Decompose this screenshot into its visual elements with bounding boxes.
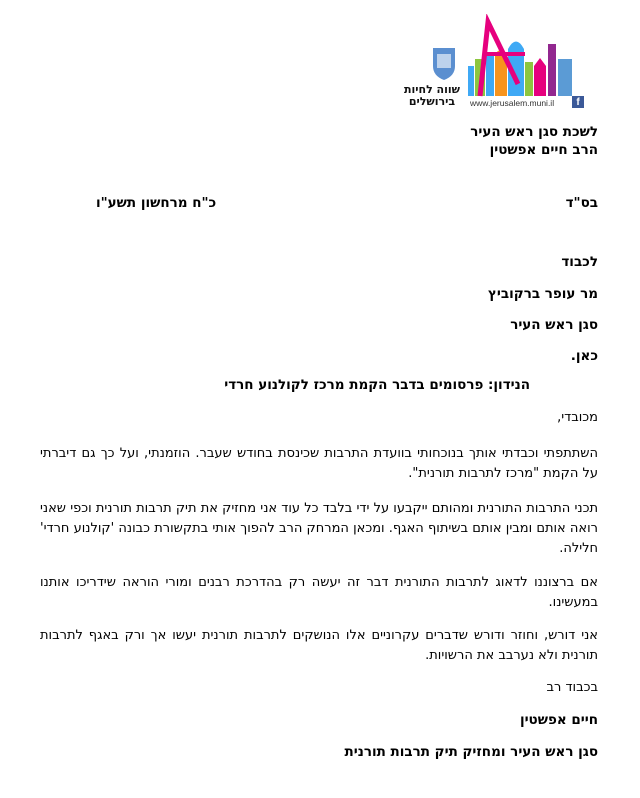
recipient-title: סגן ראש העיר: [510, 317, 598, 333]
letter-date: כ"ח מרחשון תשע"ו: [96, 195, 217, 211]
recipient-to: לכבוד: [561, 254, 598, 270]
facebook-icon[interactable]: f: [572, 96, 584, 108]
greeting: מכובדי,: [557, 410, 598, 425]
subject-line: הנידון: פרסומים בדבר הקמת מרכז לקולנוע חרדי: [224, 377, 530, 393]
paragraph-3: אם ברצוננו לדאוג לתרבות התורנית דבר זה יעשה רק בהדרכת רבנים ומורי הוראה שידריכו אותנו במעשינו.: [40, 575, 598, 610]
recipient-name: מר עופר ברקוביץ: [488, 286, 598, 302]
paragraph-1: השתתפתי וכבדתי אותך בנוכחותי בוועדת התרבות שכינסת בחודש שעבר. הוזמנתי, ועל כך גם דיברתי על הקמת "מרכז לתרבות תורנית".: [40, 446, 598, 481]
closing-name: חיים אפשטין: [519, 712, 598, 728]
letterhead-logo: [400, 14, 600, 114]
paragraph-4: אני דורש, וחוזר ודורש שדברים עקרוניים אלו הנושקים לתרבות תורנית יעשו אך ורק באגף לתרבות תורנית ולא נערבב את הרשויות.: [40, 628, 598, 663]
closing-title: סגן ראש העיר ומחזיק תיק תרבות תורנית: [344, 744, 598, 760]
bsd-mark: בס"ד: [565, 195, 598, 211]
paragraph-2: תכני התרבות התורנית ומהותם ייקבעו על ידי בלבד כל עוד אני מחזיק את תיק תרבות תורנית וכפי שאני רואה אותם ומבין אותם בשיתוף האגף. ומכאן המרחק הרב להפוך אותי בתקשורת כבונה 'קולנוע חרדי' חלילה.: [40, 501, 598, 556]
sender-name: הרב חיים אפשטין: [489, 142, 598, 158]
website-url[interactable]: www.jerusalem.muni.il: [470, 98, 555, 108]
emblem-icon: [433, 48, 455, 80]
sender-office: לשכת סגן ראש העיר: [470, 124, 598, 140]
recipient-here: כאן.: [570, 348, 598, 364]
closing-regards: בכבוד רב: [546, 680, 598, 695]
slogan: שווה לחיות בירושלים: [403, 83, 461, 108]
